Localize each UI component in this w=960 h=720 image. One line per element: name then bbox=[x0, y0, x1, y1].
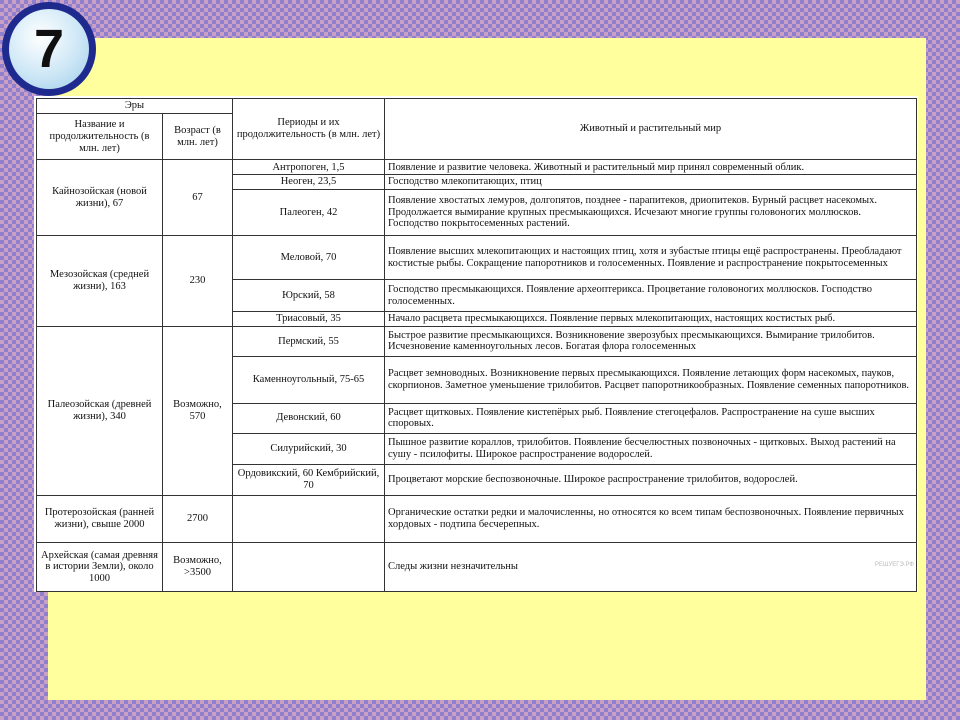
era-archean-age: Возможно, >3500 bbox=[163, 543, 233, 592]
era-proterozoic-name: Протерозойская (ранней жизни), свыше 2000 bbox=[37, 495, 163, 543]
eras-table bbox=[36, 98, 917, 592]
life-paleogene: Появление хвостатых лемуров, долгопятов, позднее - парапитеков, дриопитеков. Бурный расцвет насекомых. Продолжается вымирание крупных пресмыкающихся. Исчезают многие группы головоногих моллюсков. Господство покрытосеменных растений. bbox=[385, 190, 917, 236]
period-silurian: Силурийский, 30 bbox=[233, 433, 385, 464]
header-name: Название и продолжительность (в млн. лет) bbox=[37, 113, 163, 160]
era-mesozoic-age: 230 bbox=[163, 235, 233, 326]
era-archean-name: Архейская (самая древняя в истории Земли), около 1000 bbox=[37, 543, 163, 592]
period-ordovician-cambrian: Ордовикский, 60 Кембрийский, 70 bbox=[233, 465, 385, 495]
period-jurassic: Юрский, 58 bbox=[233, 280, 385, 311]
life-permian: Быстрое развитие пресмыкающихся. Возникновение зверозубых пресмыкающихся. Вымирание трилобитов. Исчезновение каменноугольных лесов. Богатая флора голосеменных bbox=[385, 326, 917, 356]
slide-number: 7 bbox=[9, 9, 89, 89]
era-cenozoic-name: Кайнозойская (новой жизни), 67 bbox=[37, 160, 163, 235]
header-periods: Периоды и их продолжительность (в млн. лет) bbox=[233, 99, 385, 160]
period-archean bbox=[233, 543, 385, 592]
document-image bbox=[34, 96, 918, 592]
era-cenozoic-age: 67 bbox=[163, 160, 233, 235]
life-archean: Следы жизни незначительны bbox=[385, 543, 917, 592]
life-cretaceous: Появление высших млекопитающих и настоящих птиц, хотя и зубастые птицы ещё распространены. Преобладают костистые рыбы. Сокращение папоротников и голосеменных. Появление и распространение покрытосеменных bbox=[385, 235, 917, 280]
period-triassic: Триасовый, 35 bbox=[233, 311, 385, 326]
life-devonian: Расцвет щитковых. Появление кистепёрых рыб. Появление стегоцефалов. Распространение на суше высших споровых. bbox=[385, 403, 917, 433]
era-proterozoic-age: 2700 bbox=[163, 495, 233, 543]
life-ordovician-cambrian: Процветают морские беспозвоночные. Широкое распространение трилобитов, водорослей. bbox=[385, 465, 917, 495]
period-proterozoic bbox=[233, 495, 385, 543]
life-neogene: Господство млекопитающих, птиц bbox=[385, 175, 917, 190]
era-paleozoic-age: Возможно, 570 bbox=[163, 326, 233, 495]
life-carboniferous: Расцвет земноводных. Возникновение первых пресмыкающихся. Появление летающих форм насекомых, пауков, скорпионов. Заметное уменьшение трилобитов. Расцвет папоротникообразных. Появление семенных папоротников. bbox=[385, 357, 917, 404]
life-triassic: Начало расцвета пресмыкающихся. Появление первых млекопитающих, настоящих костистых рыб. bbox=[385, 311, 917, 326]
period-anthropogene: Антропоген, 1,5 bbox=[233, 160, 385, 175]
header-life: Животный и растительный мир bbox=[385, 99, 917, 160]
watermark: РЕШУЕГЭ.РФ bbox=[874, 562, 914, 568]
life-proterozoic: Органические остатки редки и малочисленны, но относятся ко всем типам беспозвоночных. Появление первичных хордовых - подтипа бесчерепных. bbox=[385, 495, 917, 543]
header-eras: Эры bbox=[37, 99, 233, 114]
slide-number-badge bbox=[2, 2, 96, 96]
era-paleozoic-name: Палеозойская (древней жизни), 340 bbox=[37, 326, 163, 495]
period-neogene: Неоген, 23,5 bbox=[233, 175, 385, 190]
header-age: Возраст (в млн. лет) bbox=[163, 113, 233, 160]
period-devonian: Девонский, 60 bbox=[233, 403, 385, 433]
period-carboniferous: Каменноугольный, 75-65 bbox=[233, 357, 385, 404]
era-mesozoic-name: Мезозойская (средней жизни), 163 bbox=[37, 235, 163, 326]
life-silurian: Пышное развитие кораллов, трилобитов. Появление бесчелюстных позвоночных - щитковых. Выход растений на сушу - псилофиты. Широкое распространение водорослей. bbox=[385, 433, 917, 464]
period-paleogene: Палеоген, 42 bbox=[233, 190, 385, 236]
period-permian: Пермский, 55 bbox=[233, 326, 385, 356]
life-anthropogene: Появление и развитие человека. Животный и растительный мир принял современный облик. bbox=[385, 160, 917, 175]
period-cretaceous: Меловой, 70 bbox=[233, 235, 385, 280]
life-jurassic: Господство пресмыкающихся. Появление археоптерикса. Процветание головоногих моллюсков. Господство голосеменных. bbox=[385, 280, 917, 311]
